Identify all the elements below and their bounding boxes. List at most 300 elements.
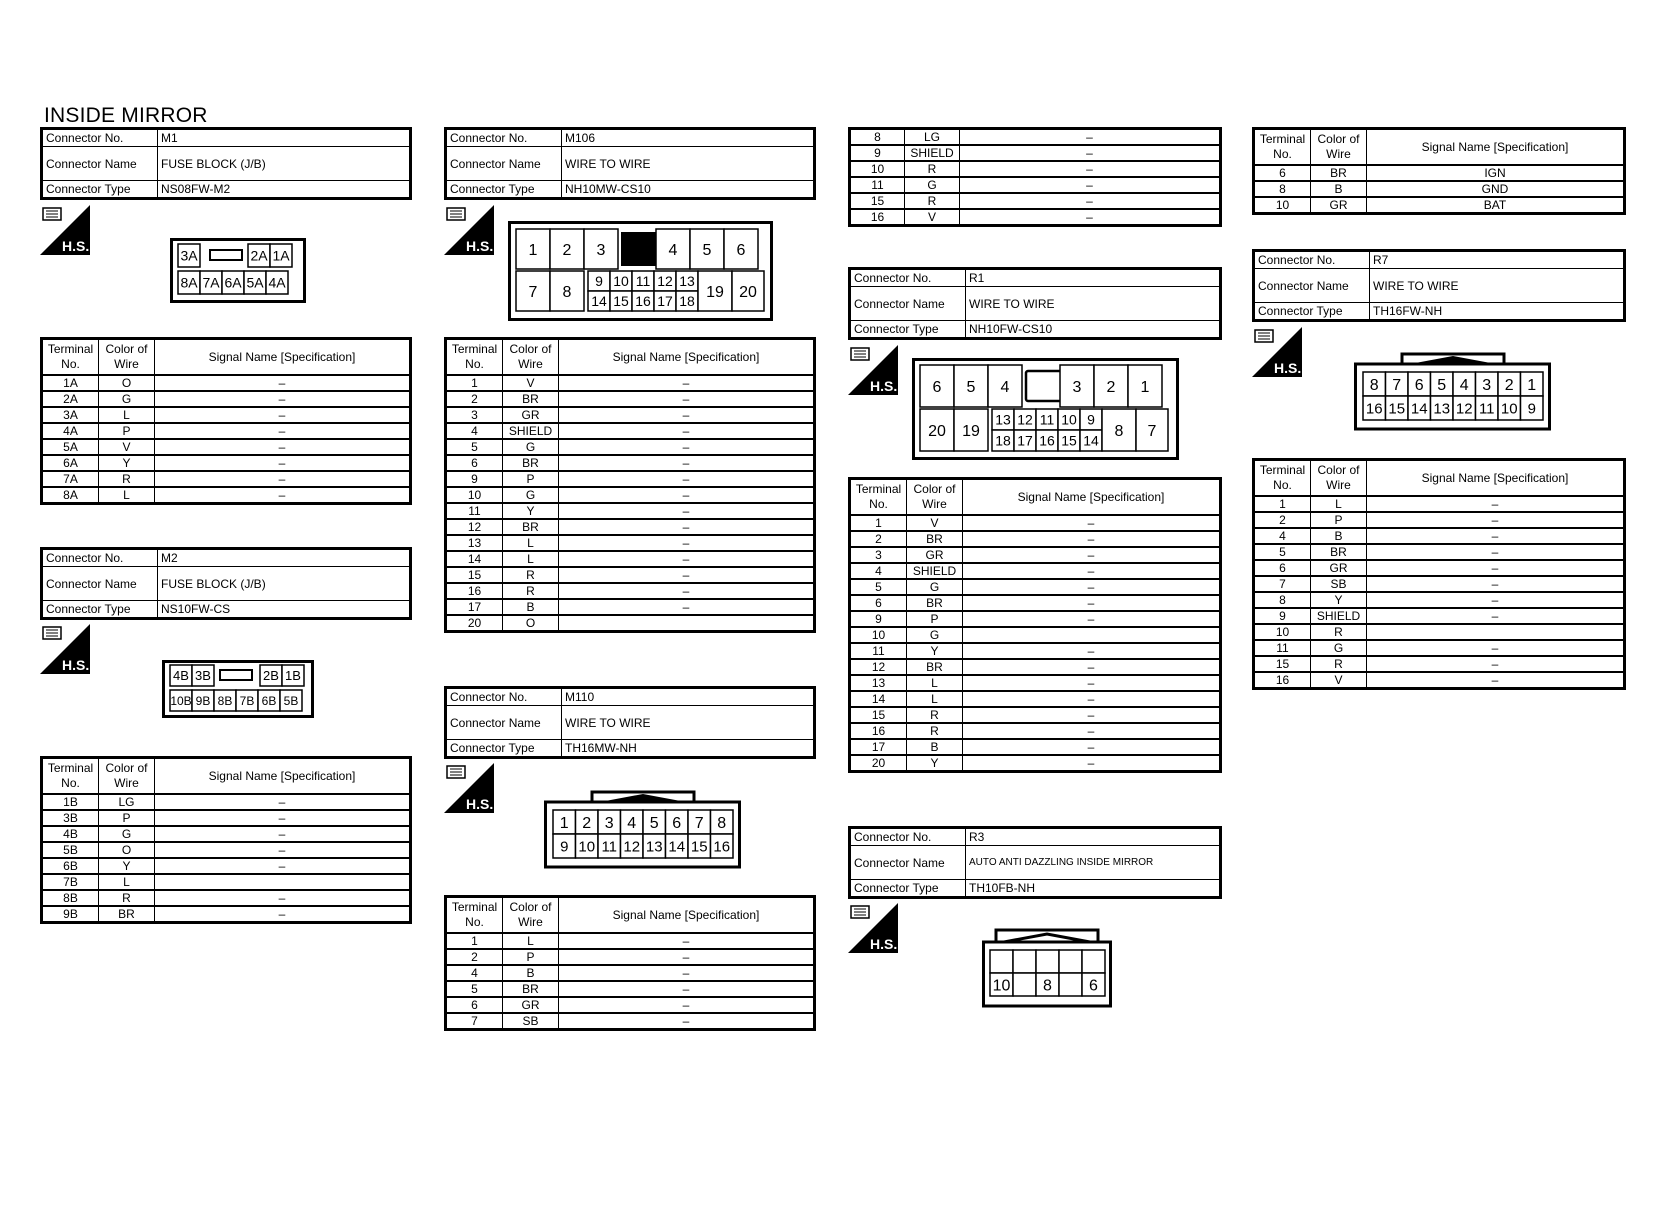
info-label: Connector Name <box>850 287 966 321</box>
hs-label: H.S. <box>62 657 90 673</box>
terminal-cell: 5A <box>42 439 99 455</box>
connector-info-m106 <box>444 127 816 200</box>
column-header-color-of-wire: Color of Wire <box>907 479 963 516</box>
connector-face-r1 <box>912 358 1179 460</box>
harness-side-icon <box>444 763 494 813</box>
pin-label: 13 <box>995 411 1011 428</box>
wire-color-cell: G <box>907 579 963 595</box>
table-row <box>446 503 815 519</box>
signal-cell: – <box>155 407 411 423</box>
terminal-cell: 7 <box>1254 576 1311 592</box>
pin-label: 11 <box>1039 411 1055 428</box>
terminal-cell: 8B <box>42 890 99 906</box>
wire-color-cell: P <box>907 611 963 627</box>
column-header-signal-name: Signal Name [Specification] <box>559 897 815 934</box>
pin-label: 10 <box>1061 411 1077 428</box>
table-row <box>42 375 411 391</box>
table-header <box>446 339 815 376</box>
table-row <box>1254 656 1625 672</box>
pin-label: 14 <box>1083 432 1099 449</box>
pin-label: 17 <box>1017 432 1033 449</box>
column-header-terminal-no: Terminal No. <box>42 758 99 795</box>
signal-cell: – <box>963 563 1221 579</box>
hs-label: H.S. <box>466 238 494 254</box>
pin-label: 6B <box>261 693 277 708</box>
signal-cell: BAT <box>1367 197 1625 214</box>
pin-label: 2 <box>562 241 572 259</box>
column-header-color-of-wire: Color of Wire <box>503 339 559 376</box>
lock-block <box>621 232 659 266</box>
signal-cell: – <box>1367 576 1625 592</box>
column-header-signal-name: Signal Name [Specification] <box>1367 129 1625 166</box>
table-row <box>850 193 1221 209</box>
signal-cell: – <box>963 611 1221 627</box>
table-row <box>1254 576 1625 592</box>
signal-cell: – <box>963 643 1221 659</box>
info-value: NH10FW-CS10 <box>966 321 1221 339</box>
table-row <box>42 794 411 810</box>
info-label: Connector Type <box>850 880 966 898</box>
signal-cell: – <box>559 423 815 439</box>
table-row <box>446 615 815 632</box>
pin-label: 10 <box>1500 400 1518 418</box>
terminal-cell: 8A <box>42 487 99 504</box>
pin-label: 2 <box>1106 378 1116 396</box>
table-row <box>446 455 815 471</box>
info-label: Connector Name <box>446 147 562 181</box>
table-row <box>446 407 815 423</box>
info-label: Connector Type <box>446 181 562 199</box>
signal-cell: – <box>963 547 1221 563</box>
terminal-cell: 6 <box>850 595 907 611</box>
wire-color-cell: P <box>99 810 155 826</box>
connector-face-r7 <box>1354 352 1551 431</box>
info-row-type <box>446 740 815 758</box>
info-row-type <box>42 181 411 199</box>
column-header-terminal-no: Terminal No. <box>42 339 99 376</box>
terminal-cell: 10 <box>446 487 503 503</box>
terminal-cell: 8 <box>850 129 905 146</box>
pin-label: 7 <box>528 283 538 301</box>
pin-label: 4 <box>1000 378 1010 396</box>
terminal-cell: 12 <box>446 519 503 535</box>
hs-label: H.S. <box>870 936 898 952</box>
signal-cell: – <box>559 391 815 407</box>
terminal-cell: 6 <box>1254 560 1311 576</box>
info-value: TH16MW-NH <box>562 740 815 758</box>
table-row <box>42 391 411 407</box>
column-header-signal-name: Signal Name [Specification] <box>155 339 411 376</box>
wire-color-cell: GR <box>1311 560 1367 576</box>
table-row <box>42 471 411 487</box>
wire-color-cell: B <box>503 965 559 981</box>
signal-cell: IGN <box>1367 165 1625 181</box>
table-row <box>850 145 1221 161</box>
wire-color-cell: B <box>907 739 963 755</box>
signal-cell: – <box>960 177 1221 193</box>
terminal-cell: 4 <box>446 423 503 439</box>
signal-cell: – <box>559 503 815 519</box>
signal-cell: – <box>155 810 411 826</box>
connector-face-m106 <box>508 221 773 321</box>
pin-label: 1 <box>1140 378 1150 396</box>
table-header <box>1254 129 1625 166</box>
pin-label: 1 <box>528 241 538 259</box>
terminal-cell: 9 <box>850 145 905 161</box>
wire-color-cell: L <box>1311 496 1367 512</box>
pin-label: 8 <box>1114 422 1124 440</box>
table-row <box>1254 197 1625 214</box>
pin-label: 12 <box>623 838 641 856</box>
pin-label: 14 <box>591 293 607 310</box>
info-value: WIRE TO WIRE <box>1370 269 1625 303</box>
pin-label: 7 <box>1392 376 1402 394</box>
info-row-no <box>42 549 411 567</box>
pin-label: 19 <box>962 422 980 440</box>
pin-label: 2 <box>1504 376 1514 394</box>
info-row-type <box>446 181 815 199</box>
table-row <box>850 595 1221 611</box>
wire-color-cell: BR <box>503 981 559 997</box>
wire-color-cell: V <box>907 515 963 531</box>
signal-cell: – <box>1367 496 1625 512</box>
wire-color-cell: O <box>503 615 559 632</box>
info-label: Connector No. <box>850 269 966 287</box>
terminal-cell: 4A <box>42 423 99 439</box>
wire-color-cell: R <box>907 707 963 723</box>
connector-info-r7 <box>1252 249 1626 322</box>
info-value: WIRE TO WIRE <box>966 287 1221 321</box>
info-row-name <box>1254 269 1625 303</box>
pin-label: 13 <box>1433 400 1451 418</box>
wire-color-cell: R <box>1311 624 1367 640</box>
table-row <box>850 129 1221 146</box>
connector-face-m110 <box>544 790 741 869</box>
pin-label: 20 <box>739 283 757 301</box>
info-value: M106 <box>562 129 815 147</box>
signal-cell: – <box>963 707 1221 723</box>
signal-cell: – <box>155 423 411 439</box>
wire-color-cell: L <box>99 874 155 890</box>
signal-cell: – <box>155 858 411 874</box>
terminal-cell: 4 <box>1254 528 1311 544</box>
keyway <box>210 250 242 260</box>
info-value: WIRE TO WIRE <box>562 147 815 181</box>
terminal-cell: 11 <box>850 643 907 659</box>
terminal-table-m110 <box>444 895 816 1031</box>
table-row <box>1254 608 1625 624</box>
pin-label: 5 <box>1437 376 1447 394</box>
pin-label: 13 <box>645 838 663 856</box>
wire-color-cell: L <box>99 487 155 504</box>
terminal-cell: 10 <box>850 161 905 177</box>
terminal-cell: 3B <box>42 810 99 826</box>
info-row-name <box>446 706 815 740</box>
terminal-cell: 3 <box>850 547 907 563</box>
info-value: M2 <box>158 549 411 567</box>
harness-side-icon <box>40 205 90 255</box>
wire-color-cell: G <box>503 439 559 455</box>
table-row <box>850 755 1221 772</box>
pin-cell <box>1013 950 1036 973</box>
signal-cell: – <box>559 1013 815 1030</box>
wire-color-cell: R <box>907 723 963 739</box>
signal-cell: – <box>1367 544 1625 560</box>
table-row <box>42 874 411 890</box>
pin-cell <box>1059 973 1082 996</box>
pin-label: 8 <box>1043 977 1052 995</box>
wire-color-cell: L <box>99 407 155 423</box>
signal-cell: – <box>559 407 815 423</box>
column-header-color-of-wire: Color of Wire <box>99 339 155 376</box>
terminal-cell: 1A <box>42 375 99 391</box>
wire-color-cell: SHIELD <box>1311 608 1367 624</box>
signal-cell: – <box>963 579 1221 595</box>
table-row <box>42 455 411 471</box>
wire-color-cell: R <box>503 583 559 599</box>
column-header-terminal-no: Terminal No. <box>446 339 503 376</box>
terminal-cell: 14 <box>446 551 503 567</box>
table-row <box>446 981 815 997</box>
wire-color-cell: R <box>1311 656 1367 672</box>
pin-label: 11 <box>1478 400 1495 418</box>
signal-cell: – <box>559 471 815 487</box>
info-row-no <box>446 688 815 706</box>
table-row <box>1254 181 1625 197</box>
table-row <box>446 423 815 439</box>
terminal-cell: 11 <box>1254 640 1311 656</box>
table-row <box>42 487 411 504</box>
terminal-cell: 6 <box>446 997 503 1013</box>
info-value: R1 <box>966 269 1221 287</box>
terminal-cell: 3A <box>42 407 99 423</box>
pin-label: 12 <box>657 273 673 290</box>
connector-info-r1 <box>848 267 1222 340</box>
pin-label: 13 <box>679 273 695 290</box>
pin-label: 2 <box>582 814 592 832</box>
table-row <box>850 611 1221 627</box>
table-row <box>42 423 411 439</box>
column-header-signal-name: Signal Name [Specification] <box>963 479 1221 516</box>
terminal-table-m106 <box>444 337 816 633</box>
terminal-cell: 4 <box>446 965 503 981</box>
pin-label: 16 <box>635 293 651 310</box>
info-row-type <box>42 601 411 619</box>
pin-label: 6 <box>1414 376 1424 394</box>
info-value: AUTO ANTI DAZZLING INSIDE MIRROR <box>966 846 1221 880</box>
signal-cell: – <box>960 145 1221 161</box>
wire-color-cell: SB <box>1311 576 1367 592</box>
column-header-signal-name: Signal Name [Specification] <box>1367 460 1625 497</box>
terminal-cell: 14 <box>850 691 907 707</box>
table-row <box>1254 496 1625 512</box>
harness-side-icon <box>1252 327 1302 377</box>
signal-cell: – <box>559 933 815 949</box>
signal-cell <box>963 627 1221 643</box>
signal-cell: – <box>559 455 815 471</box>
terminal-cell: 1 <box>446 933 503 949</box>
table-row <box>42 906 411 923</box>
signal-cell: – <box>559 981 815 997</box>
table-row <box>446 535 815 551</box>
info-label: Connector Name <box>446 706 562 740</box>
terminal-table-m2 <box>40 756 412 924</box>
table-row <box>1254 560 1625 576</box>
connector-info-r3 <box>848 826 1222 899</box>
table-row <box>850 209 1221 226</box>
pin-label: 5 <box>702 241 712 259</box>
pin-label: 15 <box>1388 400 1406 418</box>
signal-cell: – <box>1367 560 1625 576</box>
pin-label: 8 <box>717 814 727 832</box>
table-row <box>1254 528 1625 544</box>
info-label: Connector Name <box>42 567 158 601</box>
signal-cell: – <box>963 531 1221 547</box>
pin-cell <box>1013 973 1036 996</box>
pin-label: 10 <box>578 838 596 856</box>
terminal-cell: 13 <box>850 675 907 691</box>
wire-color-cell: L <box>503 551 559 567</box>
column-header-color-of-wire: Color of Wire <box>99 758 155 795</box>
signal-cell: – <box>559 965 815 981</box>
terminal-table-r3 <box>1252 127 1626 215</box>
terminal-cell: 8 <box>1254 181 1311 197</box>
pin-label: 2A <box>250 247 268 264</box>
signal-cell <box>559 615 815 632</box>
pin-label: 17 <box>657 293 673 310</box>
wire-color-cell: SHIELD <box>503 423 559 439</box>
table-row <box>1254 165 1625 181</box>
wire-color-cell: BR <box>503 455 559 471</box>
signal-cell: – <box>963 595 1221 611</box>
wire-color-cell: BR <box>1311 165 1367 181</box>
pin-label: 11 <box>635 273 651 290</box>
pin-label: 6 <box>932 378 942 396</box>
pin-label: 9B <box>195 693 211 708</box>
column-header-terminal-no: Terminal No. <box>1254 460 1311 497</box>
wire-color-cell: GR <box>1311 197 1367 214</box>
table-row <box>850 563 1221 579</box>
table-header <box>850 479 1221 516</box>
info-row-name <box>446 147 815 181</box>
table-row <box>850 177 1221 193</box>
connector-face-m2 <box>162 660 314 718</box>
signal-cell: – <box>1367 592 1625 608</box>
terminal-cell: 2A <box>42 391 99 407</box>
column-header-signal-name: Signal Name [Specification] <box>559 339 815 376</box>
info-value: NH10MW-CS10 <box>562 181 815 199</box>
terminal-cell: 10 <box>1254 624 1311 640</box>
terminal-cell: 20 <box>850 755 907 772</box>
table-row <box>446 949 815 965</box>
wire-color-cell: V <box>905 209 960 226</box>
info-value: NS10FW-CS <box>158 601 411 619</box>
signal-cell: – <box>1367 608 1625 624</box>
table-row <box>42 826 411 842</box>
terminal-cell: 2 <box>446 949 503 965</box>
pin-cell <box>1036 950 1059 973</box>
info-label: Connector Name <box>850 846 966 880</box>
pin-label: 9 <box>595 273 603 290</box>
wire-color-cell: Y <box>907 755 963 772</box>
wire-color-cell: G <box>99 391 155 407</box>
signal-cell: – <box>963 515 1221 531</box>
table-row <box>446 551 815 567</box>
connector-info-m2 <box>40 547 412 620</box>
wire-color-cell: V <box>503 375 559 391</box>
table-row <box>446 583 815 599</box>
table-row <box>42 842 411 858</box>
wire-color-cell: G <box>905 177 960 193</box>
harness-side-icon <box>40 624 90 674</box>
pin-label: 3 <box>1482 376 1492 394</box>
table-row <box>446 375 815 391</box>
signal-cell: – <box>559 535 815 551</box>
wire-color-cell: SB <box>503 1013 559 1030</box>
table-row <box>446 519 815 535</box>
wire-color-cell: BR <box>907 595 963 611</box>
pin-label: 15 <box>613 293 629 310</box>
info-row-type <box>850 880 1221 898</box>
info-label: Connector No. <box>42 549 158 567</box>
harness-side-icon <box>848 345 898 395</box>
wire-color-cell: R <box>905 161 960 177</box>
signal-cell: – <box>963 691 1221 707</box>
signal-cell: – <box>559 519 815 535</box>
pin-label: 3B <box>195 668 211 684</box>
wire-color-cell: BR <box>907 659 963 675</box>
info-row-no <box>850 828 1221 846</box>
terminal-cell: 6 <box>1254 165 1311 181</box>
table-row <box>850 675 1221 691</box>
pin-label: 12 <box>1017 411 1033 428</box>
pin-label: 6 <box>672 814 682 832</box>
pin-label: 11 <box>601 838 618 856</box>
terminal-cell: 11 <box>446 503 503 519</box>
signal-cell: – <box>155 487 411 504</box>
info-value: M110 <box>562 688 815 706</box>
wire-color-cell: Y <box>503 503 559 519</box>
wire-color-cell: V <box>99 439 155 455</box>
signal-cell: – <box>155 794 411 810</box>
wire-color-cell: BR <box>503 391 559 407</box>
pin-label: 4 <box>627 814 637 832</box>
info-label: Connector No. <box>1254 251 1370 269</box>
terminal-cell: 5B <box>42 842 99 858</box>
table-row <box>850 579 1221 595</box>
wire-color-cell: Y <box>99 455 155 471</box>
terminal-cell: 1 <box>850 515 907 531</box>
pin-label: 4 <box>668 241 678 259</box>
table-row <box>446 599 815 615</box>
terminal-cell: 4 <box>850 563 907 579</box>
signal-cell: – <box>155 375 411 391</box>
keyway <box>1026 371 1062 401</box>
signal-cell: – <box>963 723 1221 739</box>
wire-color-cell: R <box>99 890 155 906</box>
terminal-cell: 15 <box>1254 656 1311 672</box>
info-label: Connector No. <box>446 129 562 147</box>
terminal-cell: 2 <box>850 531 907 547</box>
column-header-signal-name: Signal Name [Specification] <box>155 758 411 795</box>
signal-cell: – <box>559 599 815 615</box>
pin-label: 6 <box>1089 977 1098 995</box>
connector-face-r3 <box>982 926 1112 1008</box>
terminal-cell: 6 <box>446 455 503 471</box>
table-row <box>446 487 815 503</box>
signal-cell: – <box>963 659 1221 675</box>
terminal-cell: 3 <box>446 407 503 423</box>
